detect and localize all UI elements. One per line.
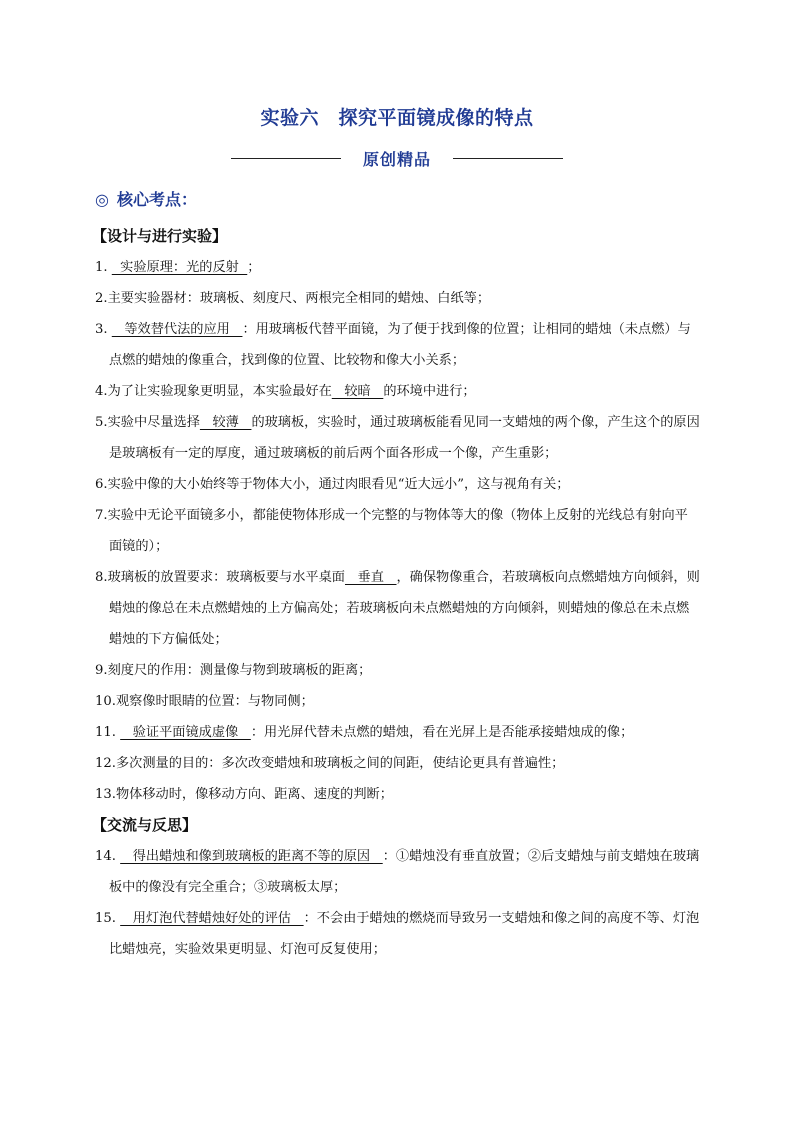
item-text: ，确保物像重合，若玻璃板向点燃蜡烛方向倾斜，则蜡烛的像总在未点燃蜡烛的上方偏高处；若玻璃板向未点燃蜡烛的方向倾斜，则蜡烛的像总在未点燃蜡烛的下方偏低处； [109, 570, 700, 647]
item-number: 9. [95, 663, 108, 678]
item-text: ； [247, 260, 261, 275]
list-item [95, 841, 700, 903]
item-text: 的玻璃板，实验时，通过玻璃板能看见同一支蜡烛的两个像，产生这个的原因是玻璃板有一定的厚度，通过玻璃板的前后两个面各形成一个像，产生重影； [109, 415, 700, 461]
item-text: ：用光屏代替未点燃的蜡烛，看在光屏上是否能承接蜡烛成的像； [250, 725, 634, 740]
item-underlined-answer: 用灯泡代替蜡烛好处的评估 [120, 911, 304, 926]
item-text: ：①蜡烛没有垂直放置；②后支蜡烛与前支蜡烛在玻璃板中的像没有完全重合；③玻璃板太厚； [109, 849, 700, 895]
subtitle-right-rule [453, 158, 563, 159]
item-underlined-answer: 垂直 [344, 570, 397, 585]
item-text: 实验中无论平面镜多小，都能使物体形成一个完整的与物体等大的像（物体上反射的光线总有射向平面镜的）； [107, 508, 688, 554]
item-text: 观察像时眼睛的位置：与物同侧； [115, 694, 314, 709]
item-number: 3. [95, 322, 112, 337]
list-item [95, 779, 700, 810]
item-number: 13. [95, 787, 116, 802]
item-number: 1. [95, 260, 112, 275]
item-text: 的环境中进行； [383, 384, 476, 399]
item-text: 物体移动时，像移动方向、距离、速度的判断； [115, 787, 393, 802]
item-text: ：不会由于蜡烛的燃烧而导致另一支蜡烛和像之间的高度不等、灯泡比蜡烛亮，实验效果更明显、灯泡可反复使用； [109, 911, 700, 957]
list-item [95, 655, 700, 686]
item-text: 刻度尺的作用：测量像与物到玻璃板的距离； [107, 663, 372, 678]
item-underlined-answer: 较薄 [199, 415, 252, 430]
double-circle-icon: ◎ [95, 190, 109, 209]
item-text: ：用玻璃板代替平面镜，为了便于找到像的位置；让相同的蜡烛（未点燃）与点燃的蜡烛的像重合，找到像的位置、比较物和像大小关系； [109, 322, 691, 368]
list-item [95, 686, 700, 717]
section-heading-reflection: 【交流与反思】 [92, 816, 198, 834]
core-heading [95, 187, 197, 210]
section-heading-design: 【设计与进行实验】 [92, 227, 228, 245]
list-item [95, 314, 700, 376]
page-title: 实验六 探究平面镜成像的特点 [260, 107, 534, 129]
item-underlined-answer: 较暗 [331, 384, 384, 399]
subtitle-row [0, 146, 794, 170]
list-item [95, 252, 700, 283]
item-underlined-answer: 实验原理：光的反射 [111, 260, 248, 275]
core-label: 核心考点： [116, 190, 197, 209]
item-number: 15. [95, 911, 121, 926]
subtitle: 原创精品 [362, 149, 431, 169]
item-number: 7. [95, 508, 108, 523]
item-number: 10. [95, 694, 116, 709]
list-item [95, 376, 700, 407]
item-text: 实验中像的大小始终等于物体大小，通过肉眼看见“近大远小”，这与视角有关； [107, 477, 570, 492]
list-item [95, 407, 700, 469]
item-number: 6. [95, 477, 108, 492]
list-item [95, 283, 700, 314]
item-text: 实验中尽量选择 [107, 415, 200, 430]
item-text: 玻璃板的放置要求：玻璃板要与水平桌面 [107, 570, 345, 585]
item-text: 主要实验器材：玻璃板、刻度尺、两根完全相同的蜡烛、白纸等； [107, 291, 491, 306]
subtitle-left-rule [231, 158, 341, 159]
list-item [95, 562, 700, 655]
item-list [92, 252, 700, 965]
list-item [95, 717, 700, 748]
item-underlined-answer: 等效替代法的应用 [111, 322, 243, 337]
item-underlined-answer: 得出蜡烛和像到玻璃板的距离不等的原因 [120, 849, 383, 864]
item-text: 为了让实验现象更明显，本实验最好在 [107, 384, 332, 399]
item-number: 5. [95, 415, 108, 430]
item-number: 12. [95, 756, 116, 771]
item-underlined-answer: 验证平面镜成虚像 [120, 725, 251, 740]
list-item [95, 469, 700, 500]
item-number: 11. [95, 725, 121, 740]
list-item [95, 903, 700, 965]
item-number: 8. [95, 570, 108, 585]
item-number: 14. [95, 849, 121, 864]
list-item [95, 500, 700, 562]
item-text: 多次测量的目的：多次改变蜡烛和玻璃板之间的间距，使结论更具有普遍性； [115, 756, 565, 771]
list-item [95, 748, 700, 779]
item-number: 2. [95, 291, 108, 306]
item-number: 4. [95, 384, 108, 399]
